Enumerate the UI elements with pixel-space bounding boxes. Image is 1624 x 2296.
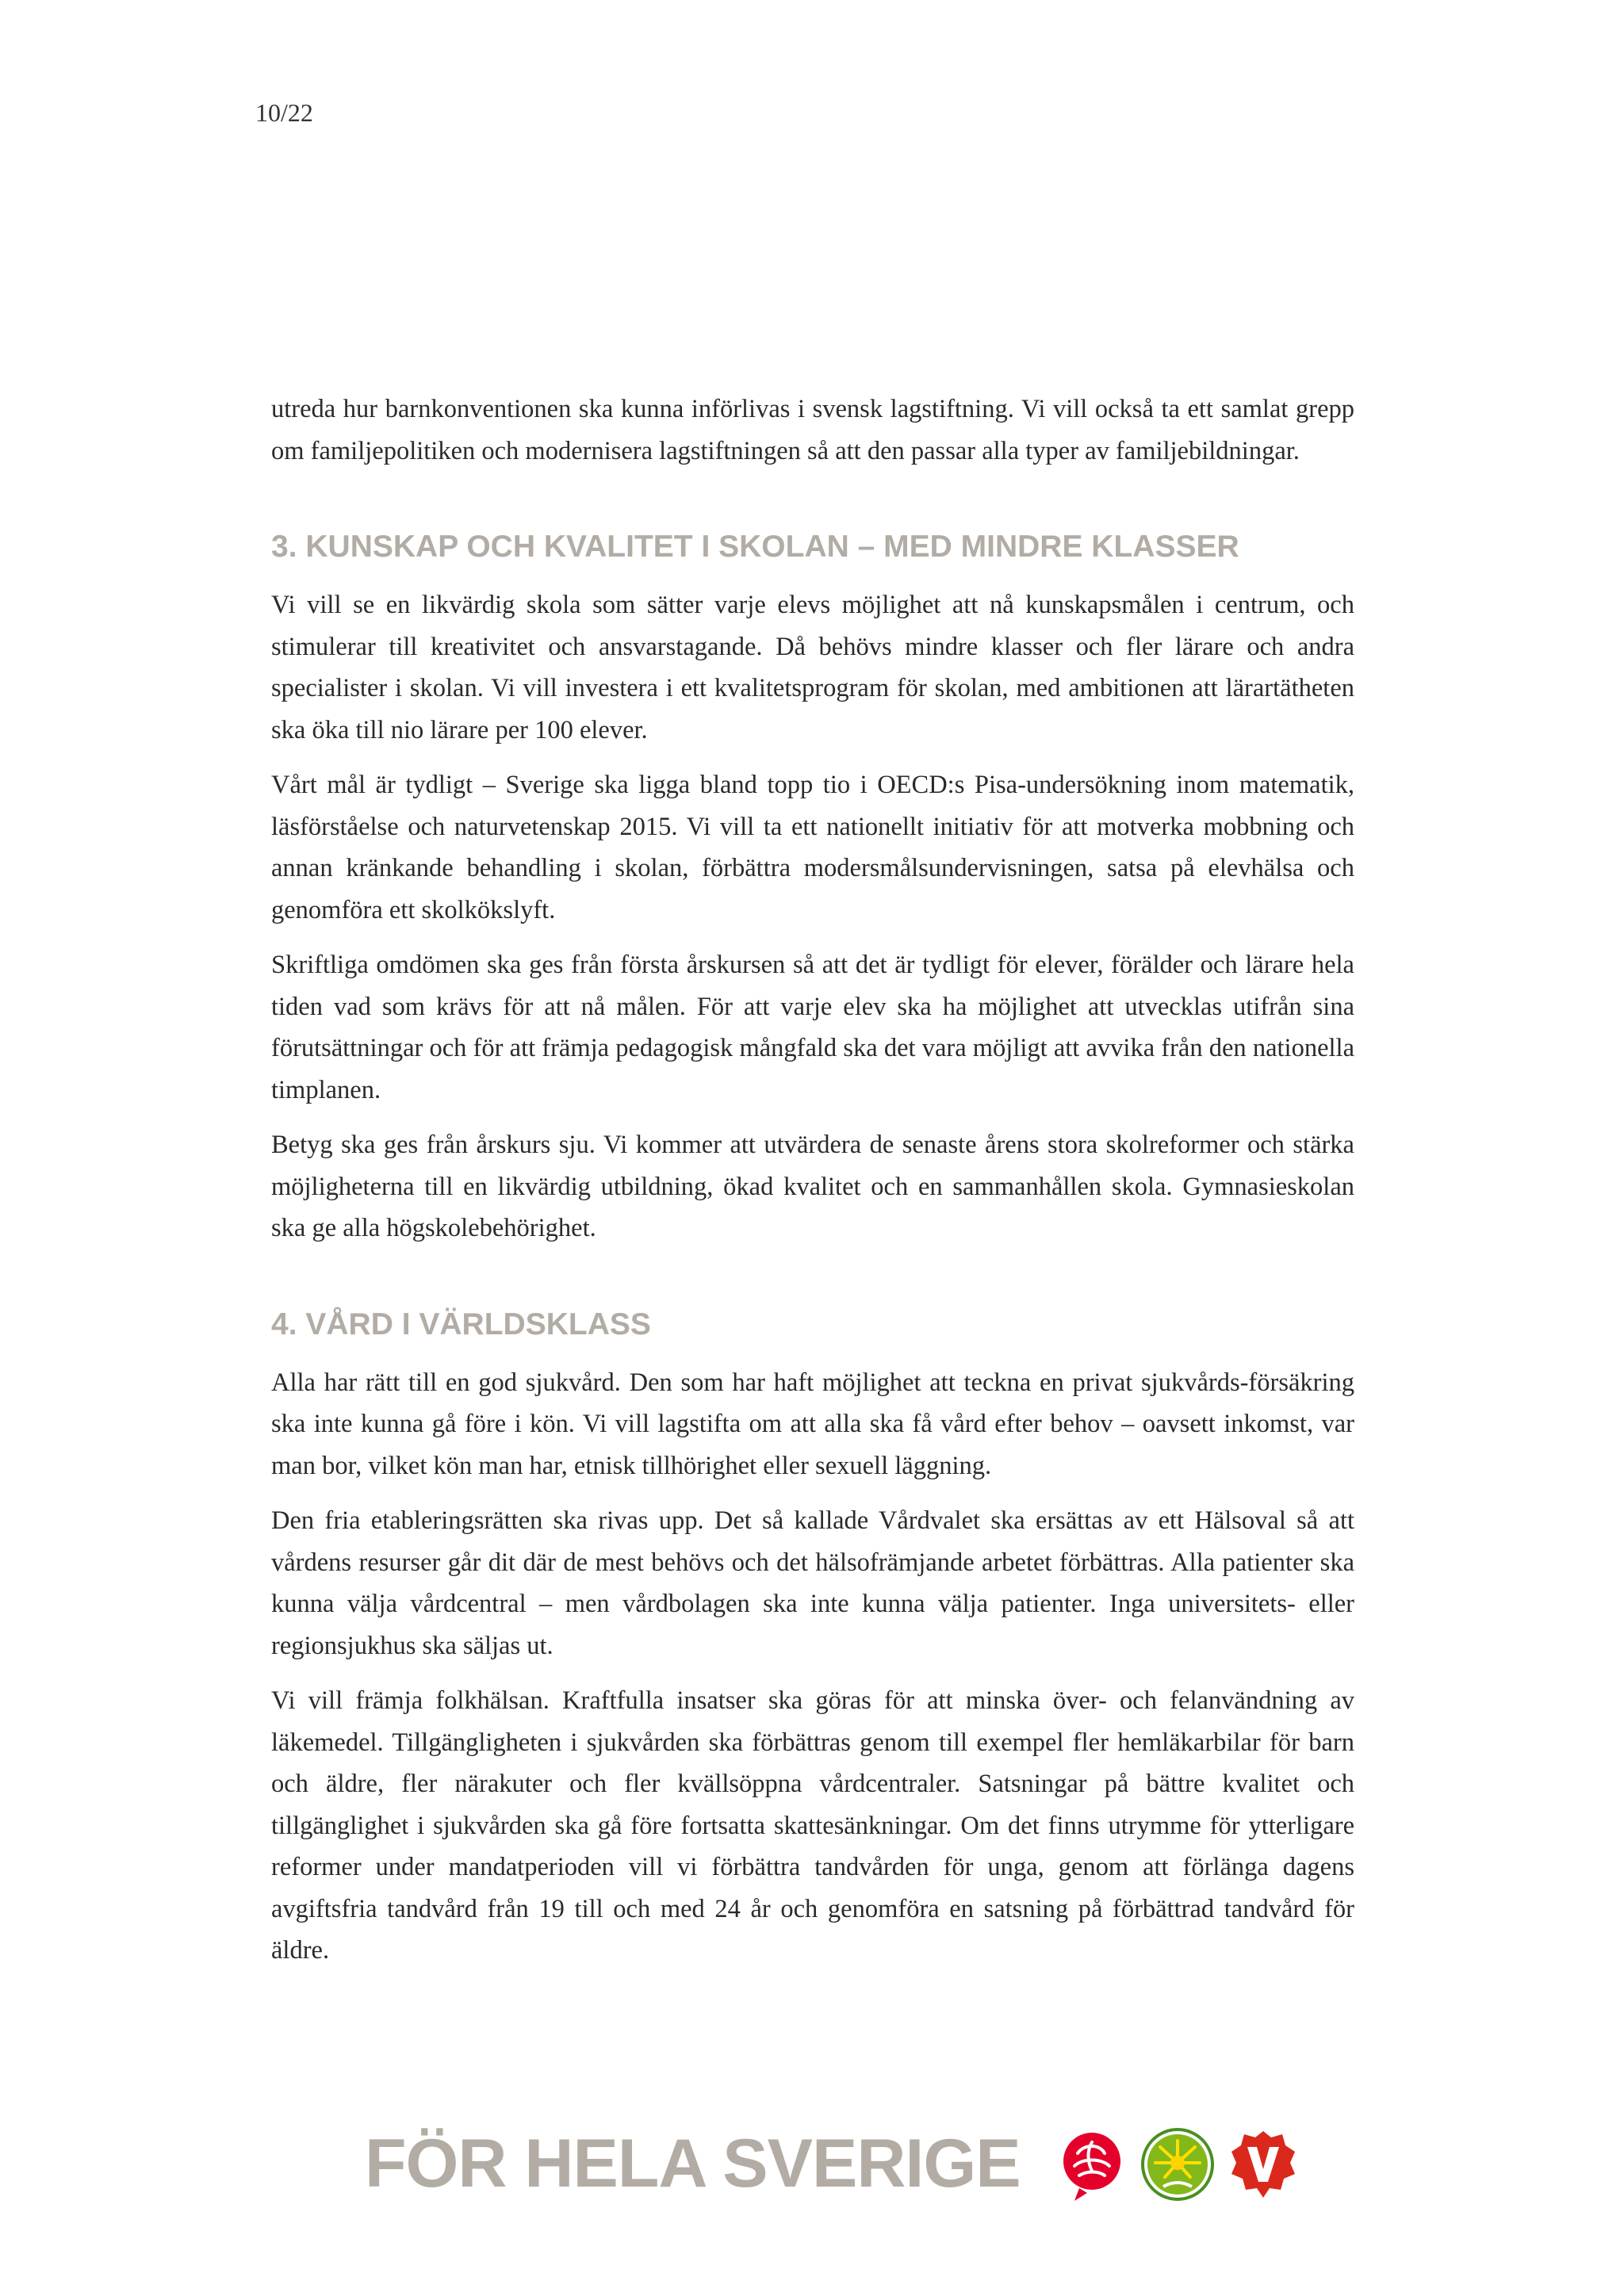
dandelion-icon <box>1139 2126 1216 2202</box>
intro-paragraph: utreda hur barnkonventionen ska kunna införlivas i svensk lagstiftning. Vi vill också ta ett samlat grepp om familjepolitiken och modernisera lagstiftningen så att den passar alla typer av familjebildningar. <box>271 395 1354 465</box>
footer-slogan: FÖR HELA SVERIGE <box>365 2126 1021 2202</box>
section-3-paragraph-3: Skriftliga omdömen ska ges från första årskursen så att det är tydligt för elever, förälder och lärare hela tiden vad som krävs för att nå målen. För att varje elev ska ha möjlighet att utvecklas utifrån sina förutsättningar och för att främja pedagogisk mångfald ska det vara möjligt att avvika från den nationella timplanen. <box>271 951 1354 1104</box>
section-4-heading: 4. VÅRD I VÄRLDSKLASS <box>271 1307 651 1341</box>
main-content <box>271 388 1354 1985</box>
footer <box>365 2125 1300 2203</box>
section-4-paragraph-2: Den fria etableringsrätten ska rivas upp. Det så kallade Vårdvalet ska ersättas av ett Hälsoval så att vårdens resurser går dit där de mest behövs och det hälsofrämjande arbetet förbättras. Alla patienter ska kunna välja vårdcentral – men vårdbolagen ska inte kunna välja patienter. Inga universitets- eller regionsjukhus ska säljas ut. <box>271 1506 1354 1660</box>
section-4-paragraph-1: Alla har rätt till en god sjukvård. Den som har haft möjlighet att teckna en privat sjukvårds-försäkring ska inte kunna gå före i kön. Vi vill lagstifta om att alla ska få vård efter behov – oavsett inkomst, var man bor, vilket kön man har, etnisk tillhörighet eller sexuell läggning. <box>271 1368 1354 1480</box>
v-carnation-icon <box>1227 2126 1300 2202</box>
section-3-paragraph-1: Vi vill se en likvärdig skola som sätter varje elevs möjlighet att nå kunskapsmålen i centrum, och stimulerar till kreativitet och ansvarstagande. Då behövs mindre klasser och fler lärare och andra specialister i skolan. Vi vill investera i ett kvalitetsprogram för skolan, med ambitionen att lärartätheten ska öka till nio lärare per 100 elever. <box>271 591 1354 744</box>
section-4-paragraph-3: Vi vill främja folkhälsan. Kraftfulla insatser ska göras för att minska över- och felanvändning av läkemedel. Tillgängligheten i sjukvården ska förbättras genom till exempel fler hemläkarbilar för barn och äldre, fler närakuter och fler kvällsöppna vårdcentraler. Satsningar på bättre kvalitet och tillgänglighet i sjukvården ska gå före fortsatta skattesänkningar. Om det finns utrymme för ytterligare reformer under mandatperioden vill vi förbättra tandvården för unga, genom att förlänga dagens avgiftsfria tandvård från 19 till och med 24 år och genomföra en satsning på förbättrad tandvård för äldre. <box>271 1686 1354 1965</box>
section-3-paragraph-4: Betyg ska ges från årskurs sju. Vi kommer att utvärdera de senaste årens stora skolreformer och stärka möjligheterna till en likvärdig utbildning, ökad kvalitet och en sammanhållen skola. Gymnasieskolan ska ge alla högskolebehörighet. <box>271 1131 1354 1242</box>
section-3-heading: 3. KUNSKAP OCH KVALITET I SKOLAN – MED MINDRE KLASSER <box>271 530 1239 564</box>
red-rose-icon <box>1055 2126 1128 2202</box>
section-3-paragraph-2: Vårt mål är tydligt – Sverige ska ligga bland topp tio i OECD:s Pisa-undersökning inom matematik, läsförståelse och naturvetenskap 2015. Vi vill ta ett nationellt initiativ för att motverka mobbning och annan kränkande behandling i skolan, förbättra modersmålsundervisningen, satsa på elevhälsa och genomföra ett skolkökslyft. <box>271 771 1354 924</box>
page-number: 10/22 <box>255 98 313 127</box>
party-logos <box>1044 2126 1300 2202</box>
